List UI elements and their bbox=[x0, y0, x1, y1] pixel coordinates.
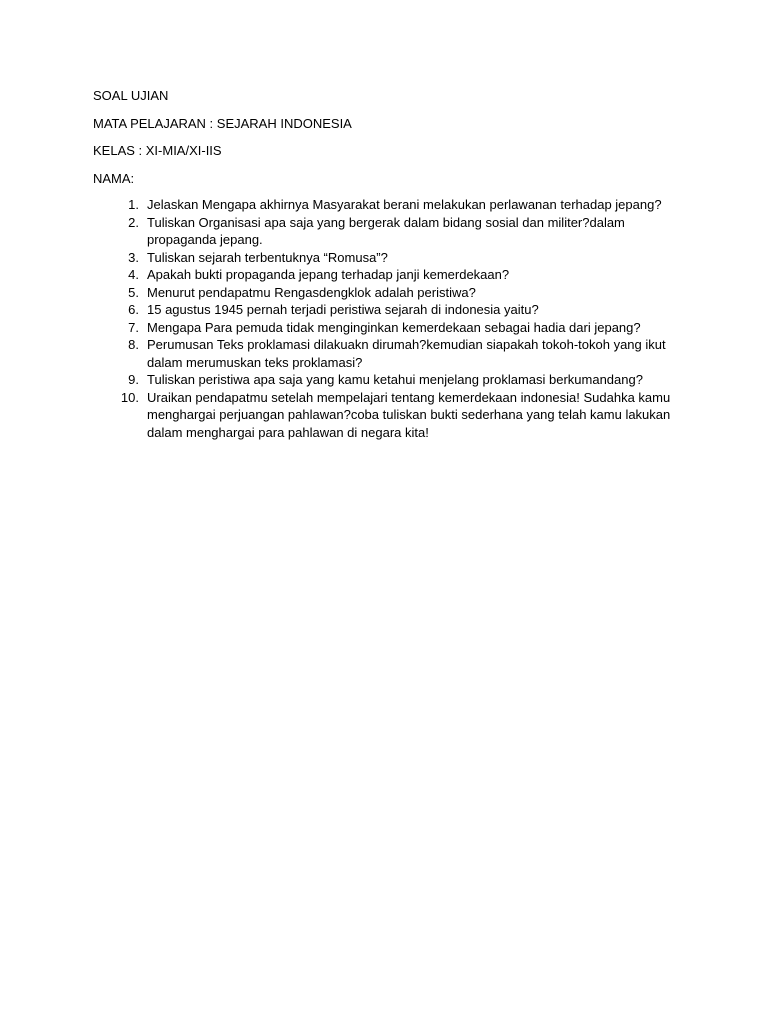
question-number: 10. bbox=[120, 389, 139, 405]
question-number: 1. bbox=[128, 197, 139, 212]
question-number: 8. bbox=[128, 337, 139, 352]
question-number: 4. bbox=[128, 267, 139, 282]
subject-line: MATA PELAJARAN : SEJARAH INDONESIA bbox=[93, 116, 352, 131]
list-item bbox=[93, 319, 673, 337]
list-item bbox=[93, 214, 673, 249]
exam-title: SOAL UJIAN bbox=[93, 88, 169, 103]
question-number: 7. bbox=[128, 319, 139, 335]
question-number: 9. bbox=[128, 372, 139, 387]
question-number: 3. bbox=[128, 249, 139, 265]
question-number: 2. bbox=[128, 214, 139, 230]
list-item bbox=[93, 336, 673, 371]
question-number: 6. bbox=[128, 302, 139, 317]
question-text: Apakah bukti propaganda jepang terhadap janji kemerdekaan? bbox=[147, 267, 510, 282]
list-item bbox=[93, 249, 673, 267]
question-text: Menurut pendapatmu Rengasdengklok adalah peristiwa? bbox=[147, 284, 476, 300]
list-item bbox=[93, 266, 673, 284]
list-item bbox=[93, 371, 673, 389]
question-number: 5. bbox=[128, 284, 139, 300]
question-text: Jelaskan Mengapa akhirnya Masyarakat berani melakukan perlawanan terhadap jepang? bbox=[147, 197, 662, 212]
list-item bbox=[93, 284, 673, 302]
question-text: 15 agustus 1945 pernah terjadi peristiwa sejarah di indonesia yaitu? bbox=[147, 302, 539, 317]
question-text: Perumusan Teks proklamasi dilakuakn dirumah?kemudian siapakah tokoh-tokoh yang ikut dalam merumuskan teks proklamasi? bbox=[147, 337, 666, 370]
question-text: Mengapa Para pemuda tidak menginginkan kemerdekaan sebagai hadia dari jepang? bbox=[147, 319, 641, 335]
list-item bbox=[93, 389, 673, 442]
question-text: Tuliskan sejarah terbentuknya “Romusa”? bbox=[147, 249, 388, 265]
question-text: Uraikan pendapatmu setelah mempelajari tentang kemerdekaan indonesia! Sudahka kamu menghargai perjuangan pahlawan?coba tuliskan bukti sederhana yang telah kamu lakukan dalam menghargai para pahlawan di negara kita! bbox=[147, 389, 671, 440]
list-item bbox=[93, 301, 673, 319]
question-text: Tuliskan peristiwa apa saja yang kamu ketahui menjelang proklamasi berkumandang? bbox=[147, 372, 643, 387]
question-text: Tuliskan Organisasi apa saja yang bergerak dalam bidang sosial dan militer?dalam propaganda jepang. bbox=[147, 214, 625, 247]
list-item bbox=[93, 196, 673, 214]
class-line: KELAS : XI-MIA/XI-IIS bbox=[93, 143, 222, 158]
question-list bbox=[93, 196, 673, 441]
name-line: NAMA: bbox=[93, 171, 135, 186]
